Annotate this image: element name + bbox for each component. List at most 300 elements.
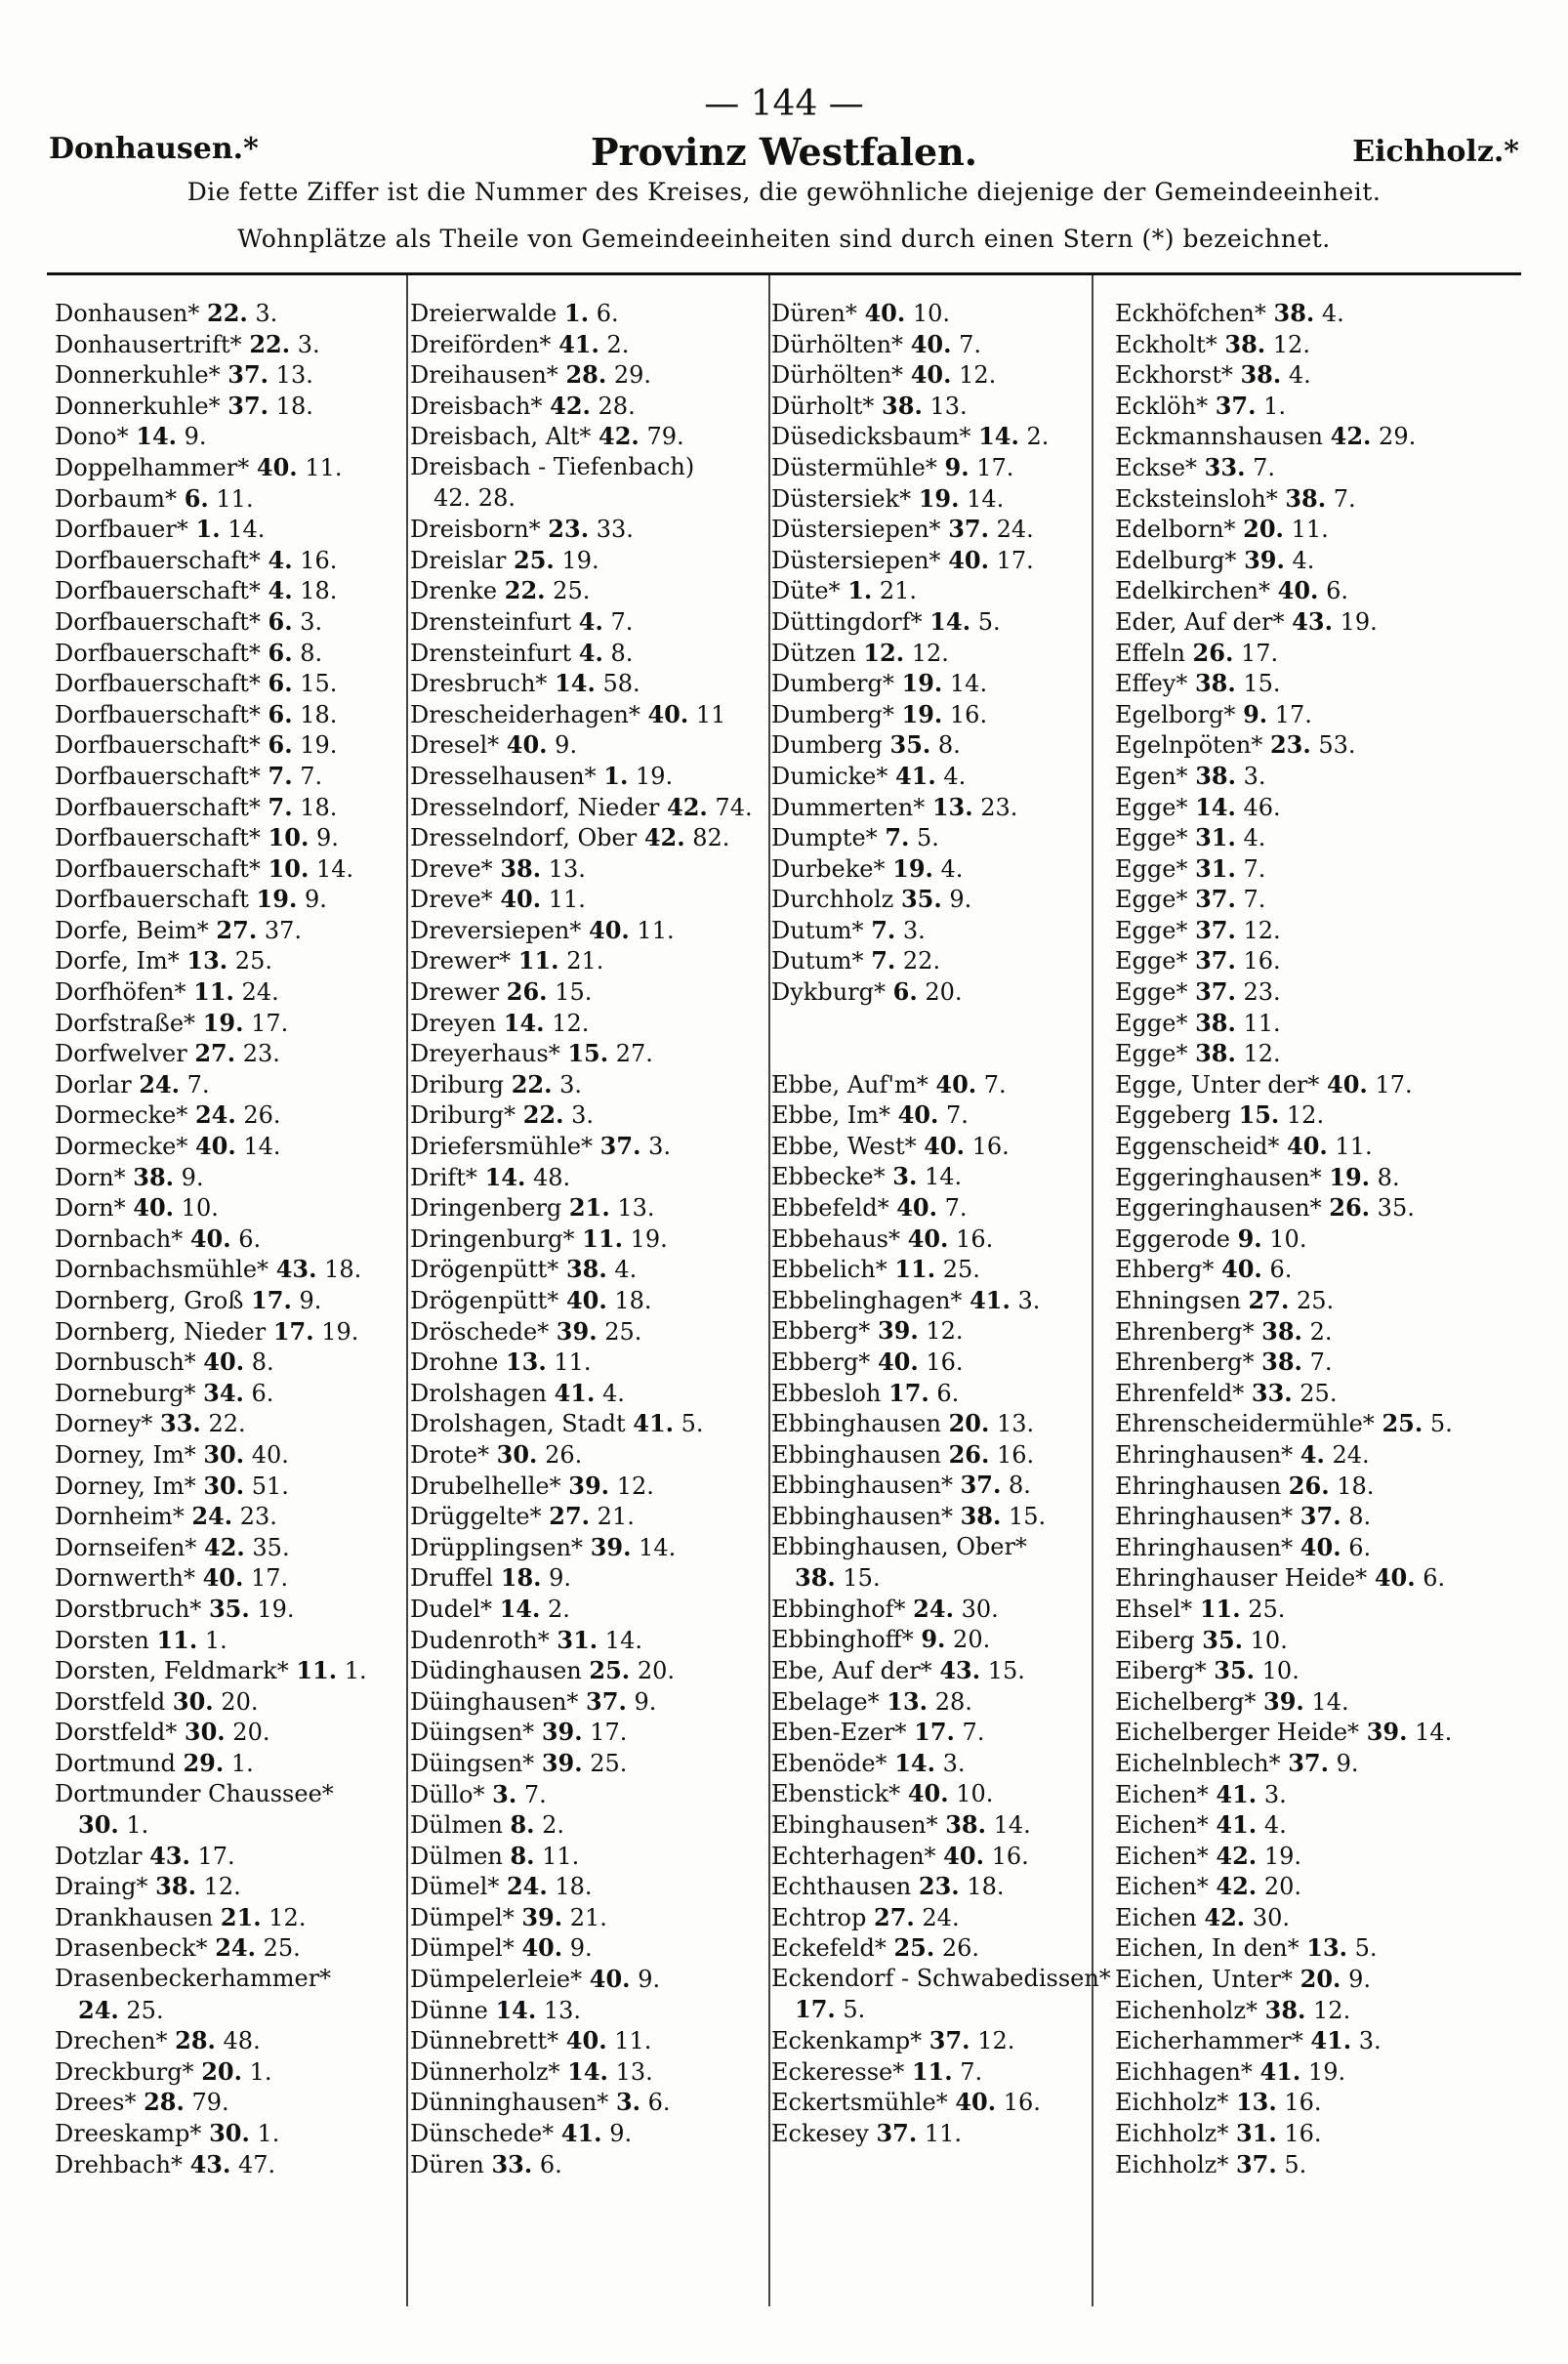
place-name: Dünschede* [410, 2120, 555, 2148]
index-entry [410, 1285, 753, 1316]
place-name: Echthausen [771, 1873, 912, 1901]
index-entry [55, 2149, 367, 2180]
index-entry [771, 421, 1111, 452]
place-name: Ebberg* [771, 1317, 871, 1346]
index-entry [55, 1871, 367, 1902]
place-name: Egge* [1115, 1040, 1188, 1068]
district-number: 38. [1195, 1008, 1236, 1037]
place-name: Ebbinghausen* [771, 1502, 953, 1530]
municipality-number: 9. [1336, 1749, 1359, 1777]
district-number: 33. [1251, 1378, 1293, 1407]
index-entry [410, 1532, 753, 1563]
index-entry [771, 1315, 1111, 1347]
index-entry [1115, 1254, 1453, 1285]
district-number: 9. [1243, 699, 1268, 728]
place-name: Dorstfeld [55, 1687, 166, 1716]
municipality-number: 2. [548, 1595, 570, 1623]
district-number: 40. [133, 1193, 175, 1223]
municipality-number: 7. [959, 330, 982, 358]
municipality-number: 12. [268, 1903, 307, 1931]
place-name: Eichen, In den* [1115, 1934, 1300, 1963]
index-entry [410, 2025, 753, 2056]
place-name: Eiberg* [1115, 1657, 1207, 1685]
district-number: 20. [1243, 515, 1284, 544]
municipality-number: 11. [548, 886, 586, 914]
index-entry [55, 483, 367, 515]
municipality-number: 16. [949, 700, 988, 728]
place-name: Eckmannshausen [1115, 423, 1323, 451]
index-entry [410, 2087, 753, 2118]
municipality-number: 79. [191, 2089, 229, 2117]
district-number: 37. [1195, 915, 1236, 944]
municipality-number: 12. [1286, 1101, 1325, 1130]
index-entry-continuation [55, 1809, 367, 1841]
district-number: 4. [578, 638, 603, 667]
district-number: 38. [1261, 1348, 1302, 1377]
index-entry [55, 1408, 367, 1439]
index-entry [410, 1809, 753, 1841]
place-name: Donhausen* [55, 300, 200, 327]
district-number: 37. [1215, 391, 1257, 420]
district-number: 38. [960, 1501, 1002, 1530]
district-number: 17. [914, 1718, 955, 1747]
municipality-number: 5. [1284, 2150, 1307, 2178]
district-number: 3. [892, 1162, 918, 1191]
index-entry [55, 822, 367, 853]
district-number: 25. [1382, 1409, 1424, 1438]
place-name: Eichelberg* [1115, 1687, 1257, 1716]
place-name: Ehberg* [1115, 1256, 1215, 1284]
district-number: 40. [194, 1132, 236, 1161]
district-number: 42. [1204, 1902, 1246, 1931]
municipality-number: 16. [991, 1842, 1029, 1870]
district-number: 11. [911, 2056, 953, 2086]
municipality-number: 10. [181, 1194, 219, 1223]
district-number: 27. [194, 1039, 236, 1068]
index-entry [1115, 1439, 1453, 1471]
index-column-3 [771, 298, 1111, 2148]
index-entry [771, 1778, 1111, 1809]
index-entry [771, 514, 1111, 545]
district-number: 14. [567, 2056, 608, 2086]
municipality-number: 3. [648, 1133, 671, 1161]
municipality-number: 3. [300, 607, 323, 636]
place-name: Dützen [771, 639, 856, 667]
index-entry [410, 1408, 753, 1439]
index-entry [771, 884, 1111, 915]
index-entry [771, 2025, 1111, 2056]
place-name: Edelborn* [1115, 516, 1236, 544]
place-name: Ehrenfeld* [1115, 1379, 1245, 1407]
index-entry [410, 915, 753, 946]
municipality-number: 11. [554, 1348, 592, 1377]
municipality-number: 22. [902, 947, 941, 975]
municipality-number: 9. [634, 1687, 657, 1716]
index-entry [1115, 1779, 1453, 1810]
district-number: 43. [149, 1841, 190, 1870]
place-name: Ehrenberg* [1115, 1317, 1255, 1346]
index-entry [1115, 915, 1453, 946]
district-number: 40. [1327, 1069, 1368, 1099]
place-name: Eggeringhausen* [1115, 1194, 1322, 1223]
place-name: Dorfbauerschaft* [55, 546, 261, 574]
index-entry [410, 668, 753, 699]
index-entry [55, 1285, 367, 1316]
place-name: Ebbinghof* [771, 1595, 906, 1623]
district-number: 41. [1216, 1810, 1258, 1840]
index-entry [410, 2118, 753, 2149]
municipality-number: 18. [300, 793, 338, 821]
place-name: Drubelhelle* [410, 1472, 561, 1500]
place-name: Dorsten [55, 1626, 149, 1654]
municipality-number: 3. [1243, 762, 1266, 790]
index-entry [410, 1748, 753, 1779]
place-name: Dorfbauerschaft* [55, 731, 261, 760]
index-entry [410, 421, 753, 452]
index-entry [771, 606, 1111, 638]
district-number: 23. [548, 515, 590, 544]
municipality-number: 29. [1379, 423, 1417, 451]
place-name: Dresbruch* [410, 670, 548, 698]
municipality-number: 14. [1415, 1719, 1453, 1747]
index-entry [771, 1501, 1111, 1532]
index-entry [55, 2025, 367, 2056]
district-number: 37. [599, 1132, 641, 1161]
index-entry [410, 606, 753, 638]
index-entry [410, 853, 753, 885]
place-name: Eckhöfchen* [1115, 300, 1266, 327]
index-column-4 [1115, 298, 1453, 2179]
place-name: Ebbinghoff* [771, 1626, 914, 1654]
index-entry [1115, 1964, 1453, 1995]
district-number: 38. [882, 391, 923, 420]
municipality-number: 14. [1311, 1687, 1349, 1716]
municipality-number: 3. [297, 330, 320, 358]
municipality-number: 7. [1309, 1348, 1333, 1377]
index-entry [1115, 1841, 1453, 1872]
index-entry [1115, 1378, 1453, 1409]
district-number: 39. [541, 1748, 583, 1777]
municipality-number: 23. [1243, 978, 1281, 1007]
place-name: Dutum* [771, 947, 864, 975]
place-name: Eichen* [1115, 1811, 1209, 1840]
municipality-number: 21. [569, 1903, 607, 1931]
place-name: Dreierwalde [410, 300, 557, 327]
municipality-number: 30. [961, 1595, 999, 1623]
municipality-number: 12. [1313, 1996, 1351, 2024]
place-name: Egge* [1115, 854, 1188, 883]
municipality-number: 17. [1240, 639, 1279, 667]
place-name: Ehrenberg* [1115, 1348, 1255, 1377]
municipality-number: 14. [993, 1810, 1031, 1839]
place-name: Ehringhausen* [1115, 1533, 1294, 1561]
index-entry [1115, 1069, 1453, 1100]
index-entry [771, 329, 1111, 360]
place-name: Ebbehaus* [771, 1224, 900, 1253]
district-number: 15. [567, 1039, 609, 1068]
index-entry [55, 761, 367, 792]
index-entry [410, 1099, 753, 1131]
municipality-number: 24. [922, 1903, 960, 1931]
municipality-number: 14. [924, 1163, 963, 1191]
district-number: 38. [945, 1809, 986, 1839]
index-entry [55, 1562, 367, 1594]
index-entry [771, 1161, 1111, 1192]
index-entry [1115, 1809, 1453, 1841]
index-entry [55, 1099, 367, 1131]
index-column-2 [410, 298, 753, 2179]
place-name: Dorfwelver [55, 1040, 187, 1068]
index-entry [771, 729, 1111, 761]
district-number: 38. [1194, 669, 1236, 698]
place-name: Dorfbauerschaft [55, 886, 249, 914]
district-number: 1. [847, 576, 873, 605]
district-number: 40. [948, 545, 989, 574]
index-entry [55, 1841, 367, 1872]
index-entry [55, 976, 367, 1008]
district-number: 33. [160, 1409, 201, 1438]
municipality-number: 53. [1318, 731, 1356, 760]
place-name: Drift* [410, 1163, 477, 1191]
index-entry [410, 1841, 753, 1872]
district-number: 38. [795, 1563, 836, 1593]
district-number: 21. [568, 1193, 610, 1223]
district-number: 43. [189, 2149, 231, 2178]
municipality-number: 4. [602, 1379, 625, 1407]
place-name: Dreisborn* [410, 516, 541, 544]
place-name: Ebenstick* [771, 1780, 901, 1808]
page-title: Provinz Westfalen. [590, 130, 978, 174]
municipality-number: 4. [614, 1256, 638, 1284]
district-number: 6. [268, 699, 293, 728]
municipality-number: 82. [692, 824, 730, 852]
district-number: 37. [1300, 1502, 1341, 1531]
district-number: 20. [201, 2056, 242, 2086]
place-name: Eichelnblech* [1115, 1749, 1281, 1777]
index-entry [55, 792, 367, 823]
district-number: 38. [1195, 1039, 1236, 1068]
place-name: Düstersiepen* [771, 516, 941, 544]
district-number: 39. [1366, 1718, 1408, 1747]
place-name: Egge* [1115, 916, 1188, 944]
place-name: Ecksteinsloh* [1115, 484, 1278, 513]
place-name: Drankhausen [55, 1903, 214, 1931]
place-name: Donnerkuhle* [55, 361, 221, 390]
district-number: 22. [504, 576, 546, 605]
district-number: 15. [1238, 1100, 1280, 1130]
district-number: 43. [275, 1255, 317, 1284]
district-number: 37. [227, 391, 269, 420]
place-name: Driburg* [410, 1101, 516, 1130]
municipality-number: 46. [1243, 793, 1281, 821]
place-name: Ebberg* [771, 1348, 871, 1376]
index-entry [771, 2118, 1111, 2149]
district-number: 39. [521, 1902, 563, 1931]
municipality-number: 4. [1321, 300, 1344, 327]
municipality-number: 2. [542, 1811, 565, 1840]
district-number: 37. [928, 2026, 970, 2055]
municipality-number: 24. [996, 516, 1034, 544]
place-name: Dorfbauerschaft* [55, 854, 261, 883]
municipality-number: 29. [613, 361, 652, 390]
index-entry [1115, 2149, 1453, 2180]
municipality-number: 28. [934, 1687, 972, 1716]
index-entry [1115, 976, 1453, 1008]
place-name: Dorfstraße* [55, 1009, 196, 1037]
index-entry [55, 1902, 367, 1933]
place-name: Dorbaum* [55, 484, 178, 513]
index-entry [55, 1625, 367, 1656]
district-number: 41. [1310, 2026, 1352, 2055]
place-name: Durbeke* [771, 854, 886, 883]
municipality-number: 11 [695, 700, 726, 728]
index-entry [410, 792, 753, 823]
index-entry [1115, 1871, 1453, 1902]
municipality-number: 12. [911, 639, 949, 667]
municipality-number: 20. [221, 1687, 259, 1716]
place-name: Drüpplingsen* [410, 1533, 584, 1561]
explanatory-note-line-2: Wohnplätze als Theile von Gemeindeeinheiten sind durch einen Stern (*) bezeichnet. [237, 225, 1331, 253]
municipality-number: 26. [545, 1440, 583, 1469]
place-name: Dreve* [410, 854, 493, 883]
district-number: 37. [1195, 946, 1236, 975]
municipality-number: 8. [1377, 1163, 1400, 1191]
index-entry [1115, 1347, 1453, 1378]
index-entry [1115, 822, 1453, 853]
place-name: Doppelhammer* [55, 453, 250, 481]
municipality-number: 17. [197, 1842, 235, 1870]
district-number: 26. [1288, 1471, 1330, 1500]
index-entry [1115, 2025, 1453, 2056]
municipality-number: 12. [616, 1472, 654, 1500]
index-entry [55, 2087, 367, 2118]
index-entry [771, 575, 1111, 606]
place-name: Eggenscheid* [1115, 1133, 1280, 1161]
municipality-number: 16. [997, 1440, 1035, 1469]
place-name: Dreisbach* [410, 392, 543, 420]
district-number: 19. [901, 699, 943, 728]
municipality-number: 6. [1326, 577, 1348, 605]
municipality-number: 17. [976, 453, 1014, 481]
district-number: 26. [1329, 1193, 1371, 1223]
municipality-number: 14. [243, 1133, 281, 1161]
municipality-number: 7. [983, 1070, 1007, 1099]
place-name: Ehrenscheidermühle* [1115, 1410, 1375, 1438]
index-entry [1115, 1316, 1453, 1348]
district-number: 42. [550, 391, 591, 420]
district-number: 13. [1306, 1933, 1348, 1963]
place-name: Düllo* [410, 1780, 485, 1808]
district-number: 9. [1237, 1223, 1262, 1253]
place-name: Dorney, Im* [55, 1440, 196, 1469]
place-name: Drohne [410, 1348, 499, 1377]
place-name: Dornberg, Nieder [55, 1317, 267, 1346]
index-entry [410, 1471, 753, 1502]
place-name: Eckefeld* [771, 1934, 887, 1963]
municipality-number: 23. [242, 1040, 280, 1068]
index-entry [771, 792, 1111, 823]
district-number: 30. [209, 2119, 250, 2148]
district-number: 11. [296, 1656, 338, 1685]
index-entry [1115, 391, 1453, 422]
place-name: Dormecke* [55, 1101, 188, 1130]
municipality-number: 30. [1252, 1903, 1290, 1931]
municipality-number: 16. [956, 1224, 994, 1253]
index-entry [410, 1378, 753, 1409]
index-entry [1115, 329, 1453, 360]
index-entry [1115, 884, 1453, 915]
district-number: 14. [929, 606, 971, 636]
place-name: Eder, Auf der* [1115, 607, 1285, 636]
district-number: 40. [955, 2088, 997, 2117]
index-entry [771, 761, 1111, 792]
index-entry [410, 1254, 753, 1285]
municipality-number: 17. [251, 1009, 289, 1037]
district-number: 42. [643, 823, 685, 852]
place-name: Dornseifen* [55, 1533, 197, 1561]
index-entry [410, 452, 753, 483]
district-number: 26. [948, 1439, 990, 1469]
place-name: Dreyen [410, 1009, 497, 1037]
place-name: Dreisbach, Alt* [410, 423, 592, 451]
index-entry [410, 1347, 753, 1378]
district-number: 40. [907, 1223, 949, 1253]
municipality-number: 25. [263, 1934, 301, 1963]
municipality-number: 19. [561, 546, 599, 574]
place-name: Egge* [1115, 793, 1188, 821]
district-number: 17. [888, 1378, 929, 1407]
district-number: 40. [910, 360, 952, 390]
index-entry [55, 1964, 367, 1995]
district-number: 38. [133, 1162, 175, 1191]
place-name: Dortmund [55, 1749, 176, 1777]
municipality-number: 5. [917, 824, 939, 852]
index-entry [55, 1779, 367, 1810]
index-entry [410, 575, 753, 606]
district-number: 17. [795, 1995, 836, 2024]
municipality-number: 20. [925, 978, 963, 1007]
district-number: 28. [565, 360, 607, 390]
place-name: Düsedicksbaum* [771, 423, 971, 451]
index-entry [410, 329, 753, 360]
municipality-number: 10. [1261, 1657, 1300, 1685]
place-name: Dringenburg* [410, 1224, 575, 1253]
municipality-number: 15. [300, 670, 338, 698]
place-name: Egen* [1115, 762, 1188, 790]
district-number: 31. [1235, 2119, 1277, 2148]
place-name: Dümpelerleie* [410, 1966, 583, 1994]
municipality-number: 9. [609, 2120, 633, 2148]
index-entry [1115, 1594, 1453, 1625]
place-name: Dortmunder Chaussee* [55, 1779, 334, 1807]
municipality-number: 16. [1003, 2089, 1041, 2117]
municipality-number: 3. [255, 300, 278, 327]
municipality-number: 8. [1348, 1503, 1372, 1531]
place-name: Druffel [410, 1564, 494, 1593]
index-entry [410, 298, 753, 329]
index-entry [1115, 1686, 1453, 1718]
district-number: 6. [268, 606, 293, 636]
district-number: 25. [514, 545, 555, 574]
district-number: 42. [1216, 1841, 1258, 1870]
municipality-number: 13. [615, 2057, 653, 2086]
index-entry [771, 545, 1111, 576]
municipality-number: 17. [996, 546, 1034, 574]
index-entry [410, 359, 753, 391]
municipality-number: 10. [1269, 1224, 1307, 1253]
place-name: Dülmen [410, 1842, 503, 1870]
index-entry [55, 1069, 367, 1100]
